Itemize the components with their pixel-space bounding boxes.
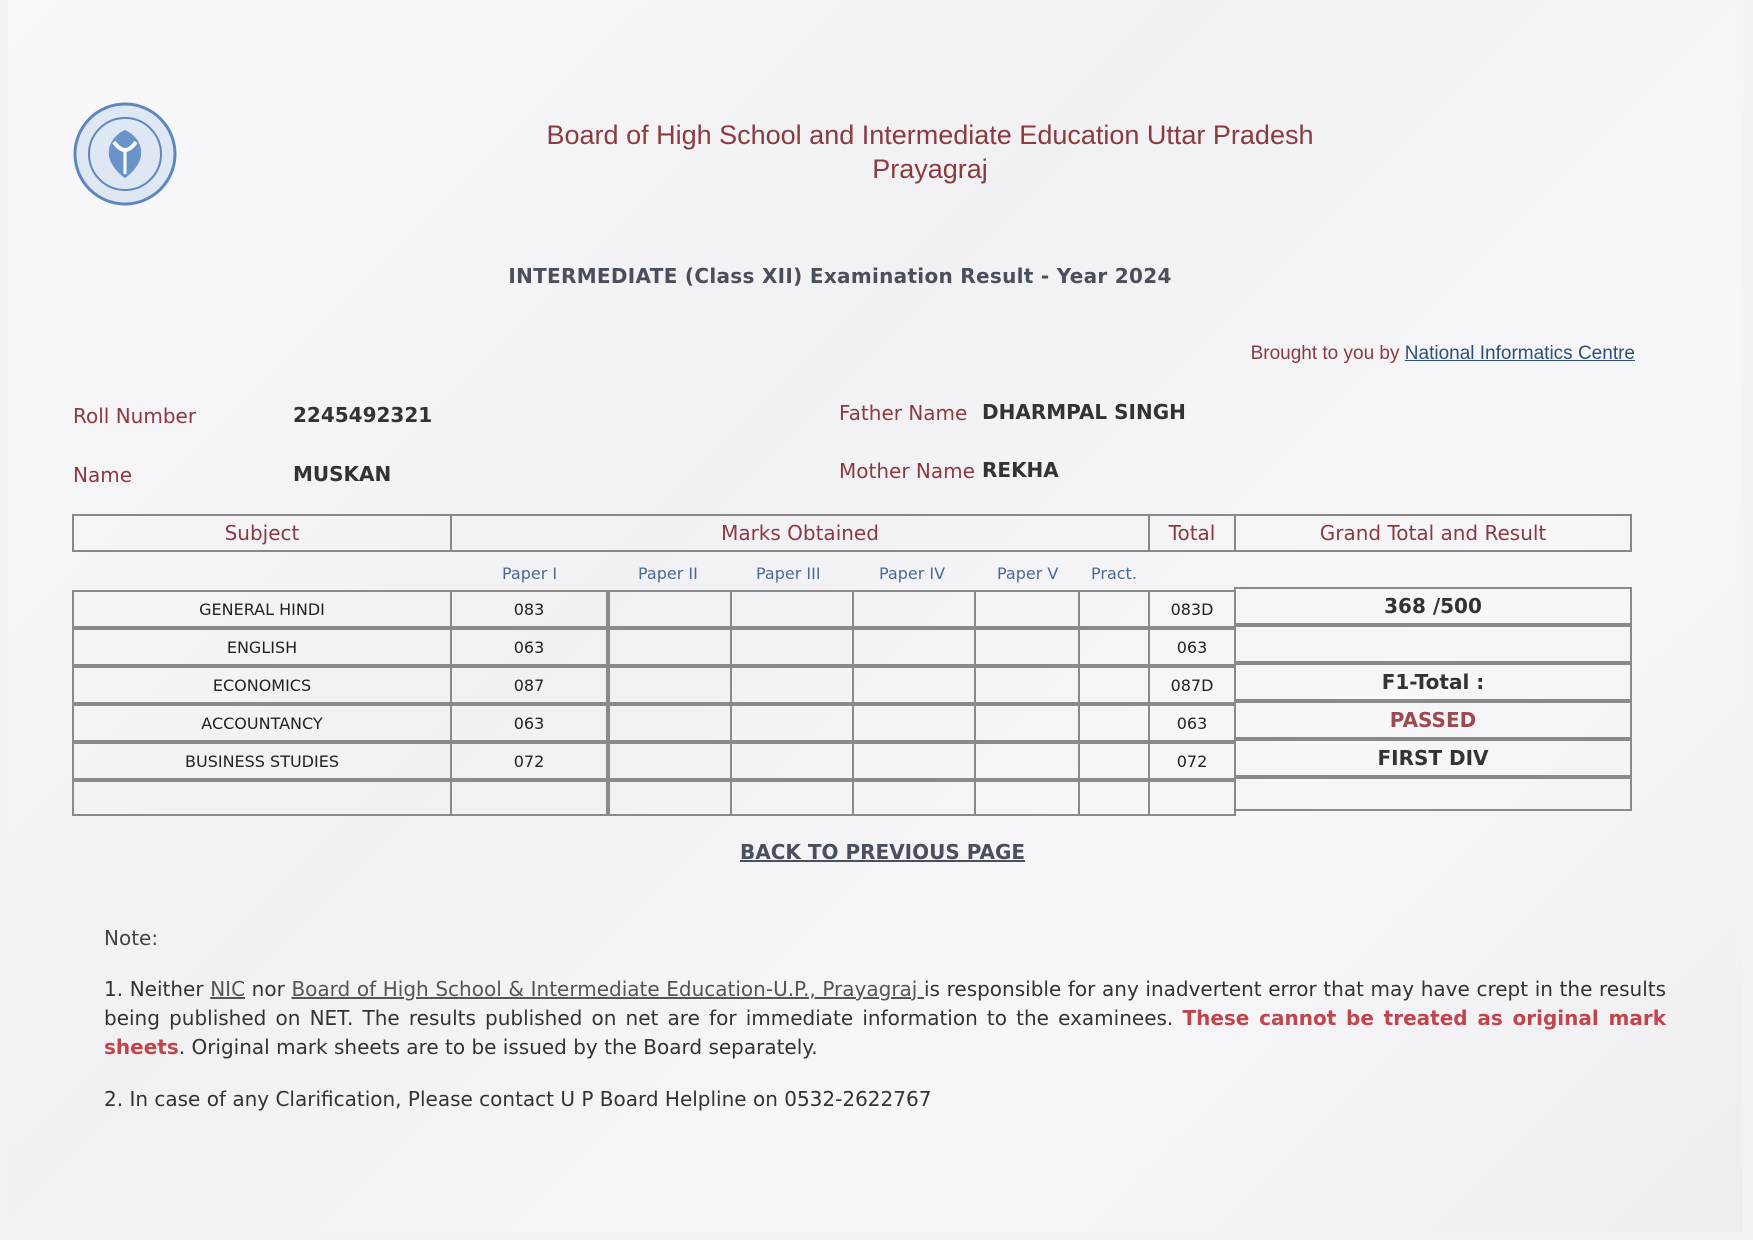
grand-result-blank [1234, 777, 1632, 811]
total-header: Total [1148, 514, 1236, 552]
subject-cell: BUSINESS STUDIES [72, 742, 452, 780]
note-1-text-d: . Original mark sheets are to be issued by the Board separately. [178, 1035, 818, 1059]
total-cell: 063 [1148, 704, 1236, 742]
paper-2-cell [608, 742, 732, 780]
paper-1-subheader: Paper I [502, 564, 558, 583]
grand-total-value: 368 /500 [1234, 587, 1632, 625]
practical-cell [1078, 704, 1150, 742]
paper-1-cell: 063 [450, 704, 608, 742]
nic-link[interactable]: National Informatics Centre [1404, 343, 1635, 364]
brought-by [1251, 343, 1635, 365]
subject-cell [72, 780, 452, 816]
up-government-seal-icon [70, 102, 180, 206]
paper-3-cell [730, 666, 854, 704]
paper-1-cell [450, 780, 608, 816]
brought-prefix: Brought to you by [1250, 343, 1405, 364]
grand-result-blank [1234, 625, 1632, 663]
paper-4-cell [852, 666, 976, 704]
paper-5-cell [974, 628, 1080, 666]
paper-4-cell [852, 628, 976, 666]
paper-4-cell [852, 704, 976, 742]
total-cell [1148, 780, 1236, 816]
paper-3-subheader: Paper III [756, 564, 821, 583]
subject-cell: ECONOMICS [72, 666, 452, 704]
paper-1-cell: 083 [450, 590, 608, 628]
paper-5-cell [974, 590, 1080, 628]
paper-4-subheader: Paper IV [879, 564, 946, 583]
name-label: Name [73, 463, 133, 487]
back-to-previous-page-link[interactable]: BACK TO PREVIOUS PAGE [740, 840, 1026, 864]
marks-obtained-header: Marks Obtained [450, 514, 1150, 552]
paper-1-cell: 087 [450, 666, 608, 704]
father-name-label: Father Name [839, 401, 968, 425]
total-cell: 087D [1148, 666, 1236, 704]
division-result: FIRST DIV [1234, 739, 1632, 777]
paper-2-cell [608, 590, 732, 628]
practical-cell [1078, 666, 1150, 704]
roll-number-label: Roll Number [73, 404, 197, 428]
paper-1-cell: 072 [450, 742, 608, 780]
result-status: PASSED [1234, 701, 1632, 739]
total-cell: 063 [1148, 628, 1236, 666]
board-title [430, 118, 1430, 186]
board-title-line2: Prayagraj [872, 154, 988, 184]
paper-2-cell [608, 628, 732, 666]
paper-5-subheader: Paper V [997, 564, 1059, 583]
paper-5-cell [974, 704, 1080, 742]
grand-total-header: Grand Total and Result [1234, 514, 1632, 552]
note-1-text-c: is responsible for any inadvertent error that may have crept in the results being published on NET. The results published on net are for immediate information to the examinees. [104, 977, 1667, 1030]
paper-3-cell [730, 780, 854, 816]
note-1 [104, 975, 1666, 1062]
paper-2-subheader: Paper II [638, 564, 698, 583]
subject-cell: ACCOUNTANCY [72, 704, 452, 742]
paper-4-cell [852, 780, 976, 816]
note-1-text-b: nor [245, 977, 292, 1001]
nic-note-link[interactable]: NIC [210, 977, 246, 1001]
paper-5-cell [974, 742, 1080, 780]
note-2: 2. In case of any Clarification, Please contact U P Board Helpline on 0532-2622767 [104, 1087, 932, 1111]
board-title-line1: Board of High School and Intermediate Education Uttar Pradesh [546, 120, 1314, 150]
practical-cell [1078, 590, 1150, 628]
paper-3-cell [730, 742, 854, 780]
paper-3-cell [730, 628, 854, 666]
paper-2-cell [608, 666, 732, 704]
practical-cell [1078, 742, 1150, 780]
total-cell: 083D [1148, 590, 1236, 628]
practical-cell [1078, 780, 1150, 816]
subject-header: Subject [72, 514, 452, 552]
paper-1-cell: 063 [450, 628, 608, 666]
subject-cell: GENERAL HINDI [72, 590, 452, 628]
f1-total-label: F1-Total : [1234, 663, 1632, 701]
practical-subheader: Pract. [1091, 564, 1137, 583]
exam-title: INTERMEDIATE (Class XII) Examination Result - Year 2024 [508, 264, 1172, 288]
note-title: Note: [104, 926, 159, 950]
paper-2-cell [608, 704, 732, 742]
roll-number-value: 2245492321 [293, 403, 433, 427]
paper-2-cell [608, 780, 732, 816]
mother-name-label: Mother Name [839, 459, 975, 483]
subject-cell: ENGLISH [72, 628, 452, 666]
paper-3-cell [730, 704, 854, 742]
original-marksheet-warning: These cannot be treated as original mark sheets [104, 1006, 1666, 1059]
paper-5-cell [974, 666, 1080, 704]
board-note-link[interactable]: Board of High School & Intermediate Education-U.P., Prayagraj [291, 977, 924, 1001]
paper-5-cell [974, 780, 1080, 816]
mother-name-value: REKHA [982, 458, 1059, 482]
paper-3-cell [730, 590, 854, 628]
practical-cell [1078, 628, 1150, 666]
note-1-text-a: 1. Neither [104, 977, 211, 1001]
total-cell: 072 [1148, 742, 1236, 780]
paper-4-cell [852, 742, 976, 780]
paper-4-cell [852, 590, 976, 628]
father-name-value: DHARMPAL SINGH [982, 400, 1186, 424]
name-value: MUSKAN [293, 462, 392, 486]
